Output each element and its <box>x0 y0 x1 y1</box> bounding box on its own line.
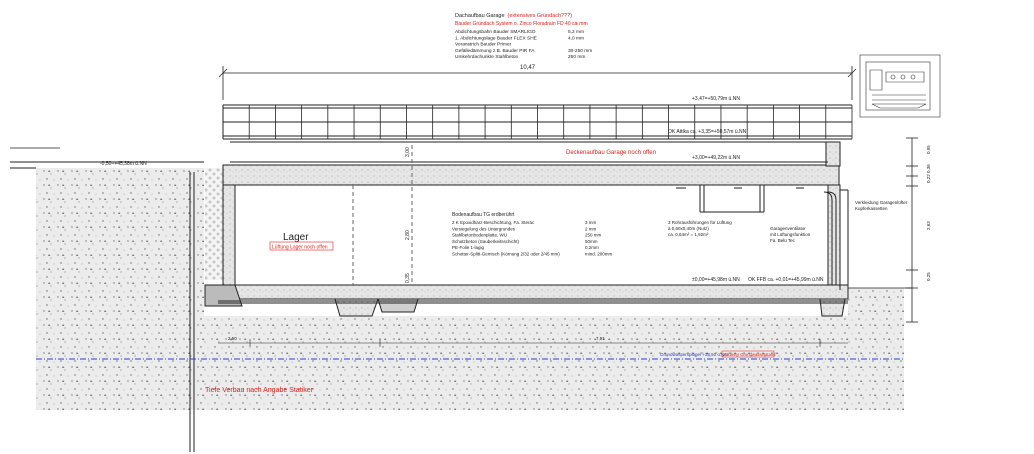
right-dim-label: 0,22 <box>926 174 931 183</box>
depth-note: Tiefe Verbau nach Angabe Statiker <box>205 387 313 394</box>
right-dim-label: 0,36 <box>926 164 931 173</box>
level-ground-left: -0,50=+45,38m ü.NN <box>100 161 147 167</box>
fan-note-line: Garagenventilator <box>770 226 806 231</box>
vent-note <box>668 220 732 237</box>
floor-row-label: Schotter-Splitt-Gemisch (Körnung 2/32 oder 2/45 mm) <box>452 251 560 257</box>
fan-note <box>770 226 811 243</box>
overall-dim-label: 10,47 <box>520 65 536 71</box>
room-note: Lüftung Lager noch offen <box>272 244 328 251</box>
level-roof-top: +3,47=+50,79m ü.NN <box>692 96 740 102</box>
wall-left <box>223 185 235 285</box>
vent-note-line: 3 Rohrausführungen für Lüftung <box>668 220 732 225</box>
right-dim-label: 0,25 <box>926 272 931 281</box>
groundwater-label: Grundwasserspiegel +38,50 ü.NN <box>660 352 728 357</box>
floor-row-value: 3 mm <box>585 220 597 225</box>
foot-dim-mid: 7,91 <box>596 336 605 341</box>
floor-build-title: Bodenaufbau TG erdberührt <box>452 212 515 218</box>
floor-row-value: mind. 200mm <box>585 251 613 257</box>
floor-build-rows <box>452 220 613 257</box>
spec-red-value: ~ mm <box>575 21 588 27</box>
gravel-edge <box>205 168 223 280</box>
floor-row-value: 0,2mm <box>585 245 599 251</box>
right-dim-label: 2,63 <box>926 221 931 230</box>
roof-upstand <box>826 142 840 166</box>
spec-row-label: Gefälledämmung z.B. Bauder PIR FA <box>455 48 535 54</box>
spec-row-label: Voranstrich Bauder Primer <box>455 42 512 48</box>
fan-note-line: mit Lüftungsfunktion <box>770 232 811 237</box>
building-section <box>205 142 848 316</box>
duct-note <box>855 200 908 211</box>
roof-slab <box>223 165 839 185</box>
floor-row-label: Versiegelung des Untergrundes <box>452 226 516 232</box>
groundwater-red-label: mittlerer Grundwasserstand <box>724 352 776 357</box>
floor-row-label: Stahlbetonbodenplatte, WU <box>452 232 508 238</box>
floor-slab <box>218 285 848 299</box>
floor-row-value: 250 mm <box>585 232 602 238</box>
wall-right <box>828 185 840 285</box>
level-floor-ffb: OK FFB ca. +0,01=+45,99m ü.NN <box>748 277 824 283</box>
room-name: Lager <box>283 232 309 243</box>
soil-under <box>204 316 904 410</box>
floor-row-label: Schutzbeton (Sauberkeitsschicht) <box>452 238 520 244</box>
fan-note-line: Fa. Belü Tec <box>770 238 795 243</box>
level-slab-top: +3,00=+49,22m ü.NN <box>692 155 740 161</box>
right-dim-label: 0,95 <box>926 145 931 154</box>
spec-row-value: 30-250 mm <box>568 48 593 54</box>
dim-035: 0,35 <box>405 273 411 283</box>
floor-build-block <box>452 212 613 257</box>
spec-row-label: Abdichtungsbahn Bauder SMARLIGO <box>455 30 536 35</box>
overall-dimension <box>219 66 856 100</box>
ceiling-note: Deckenaufbau Garage noch offen <box>566 150 656 156</box>
spec-title: Dachaufbau Garage (extensives Gründach???) <box>455 13 573 19</box>
duct-note-line: Verkleidung Garagenlüfter <box>855 200 908 205</box>
foot-dim-left: 2,50 <box>228 336 237 341</box>
dim-280: 2,80 <box>405 230 411 240</box>
key-plan-thumbnail <box>860 55 940 117</box>
spec-rows <box>455 29 592 60</box>
spec-row-label: 1. Abdichtungslage Bauder FLEX SHE <box>455 36 537 42</box>
level-railing: OK Attika ca. +3,35=+50,57m ü.NN <box>668 129 747 135</box>
floor-row-label: 2 K Epoxidharz-Beschichtung, Fa. Sterac <box>452 220 535 225</box>
foundation-beam-1 <box>335 299 378 316</box>
spec-row-value: 250 mm <box>568 55 586 61</box>
right-dim-labels <box>926 145 931 281</box>
floor-row-value: 2 mm <box>585 226 597 232</box>
spec-row-value: 5,2 mm <box>568 30 584 35</box>
vent-note-line: ca. 0,64m² = 1,92m² <box>668 232 709 237</box>
spec-row-value: 4,0 mm <box>568 36 584 42</box>
soil-right <box>848 288 904 328</box>
floor-row-label: PE-Folie 1-lagig <box>452 245 485 251</box>
duct-note-line: Kupferkassetten <box>855 206 888 211</box>
soil-left <box>36 168 204 410</box>
spec-row-label: Umkehrdachunkte Stahlbeton <box>455 55 519 61</box>
vent-note-line: à 0,60x0,40m (Nutz) <box>668 226 709 231</box>
level-floor-zero: ±0,00=+45,98m ü.NN <box>692 277 740 283</box>
spec-block <box>455 13 592 60</box>
foundation-right <box>820 299 845 316</box>
dim-300: 3,00 <box>405 147 411 157</box>
floor-row-value: 50mm <box>585 238 598 244</box>
spec-red-line: Bauder Gründach System o. Zinco Floradrain FD 40 ca. <box>455 21 579 27</box>
